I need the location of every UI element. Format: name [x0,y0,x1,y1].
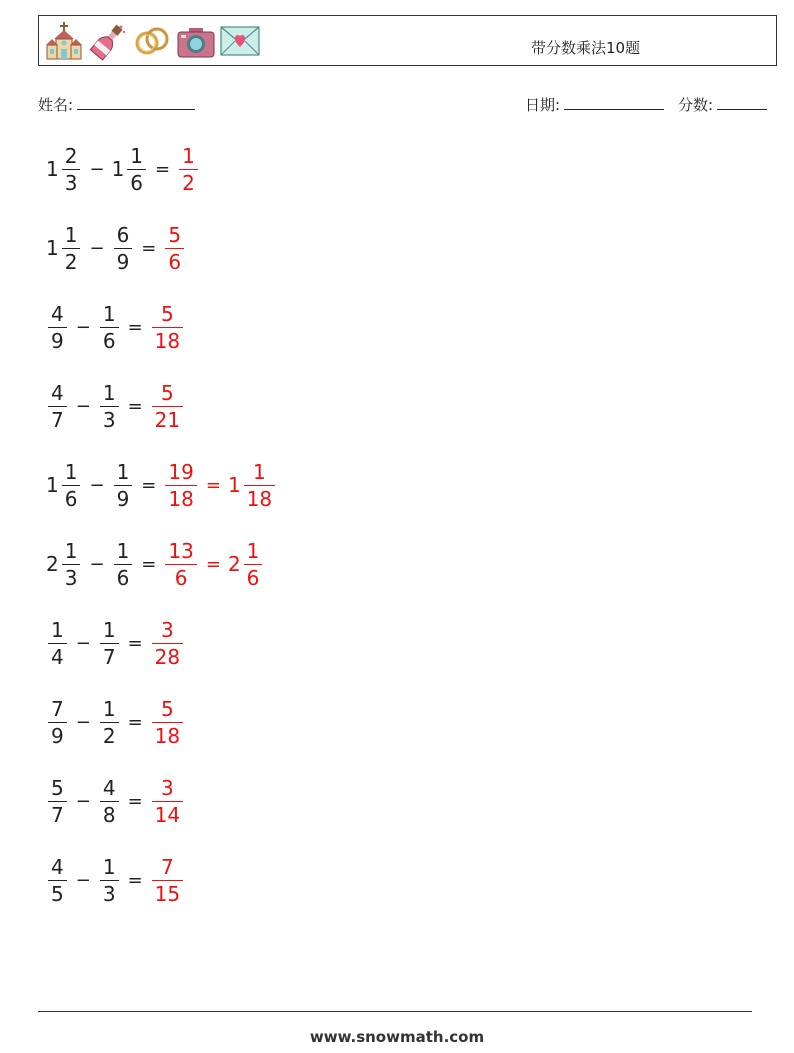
date-label: 日期: [525,96,561,114]
problem-row [46,218,186,278]
answer-fraction [152,617,183,670]
operand-b-fraction [114,538,133,591]
operand-b-numerator: 1 [116,538,130,563]
operand-b-fraction [100,380,119,433]
minus-sign: − [75,869,91,891]
answer-fraction [165,222,184,275]
answer-equals-sign: = [205,553,221,575]
minus-sign: − [89,237,105,259]
operand-b-numerator: 1 [102,380,116,405]
problem-row [46,376,185,436]
love-letter-icon [220,21,260,61]
answer-numerator: 13 [168,538,194,563]
minus-sign: − [89,474,105,496]
answer-mixed-denominator: 6 [246,565,260,590]
operand-a-fraction [48,617,67,670]
operand-a-denominator: 7 [51,407,64,432]
score-blank[interactable] [717,95,767,110]
answer-fraction [152,696,183,749]
header-icons [44,21,260,61]
operand-a-numerator: 1 [64,222,78,247]
camera-icon [176,21,216,61]
date-field [525,94,664,115]
minus-sign: − [75,632,91,654]
equals-sign: = [141,474,157,496]
answer-fraction [152,854,183,907]
operand-a-fraction [62,143,81,196]
operand-b-denominator: 3 [102,881,116,906]
operand-a-whole: 2 [46,552,59,576]
equals-sign: = [127,395,143,417]
operand-a-numerator: 5 [51,775,64,800]
minus-sign: − [75,711,91,733]
operand-b-fraction [100,617,119,670]
answer-fraction [152,775,183,828]
answer-denominator: 21 [154,407,181,432]
minus-sign: − [75,316,91,338]
operand-b-denominator: 8 [102,802,116,827]
operand-b-fraction [114,459,133,512]
operand-a-whole: 1 [46,236,59,260]
name-label: 姓名: [38,96,74,114]
champagne-icon [88,21,128,61]
operand-a-denominator: 9 [51,328,64,353]
operand-a-numerator: 1 [51,617,64,642]
operand-b-denominator: 6 [130,170,144,195]
operand-b-denominator: 6 [102,328,116,353]
answer-numerator: 3 [161,775,174,800]
operand-a-whole: 1 [46,473,59,497]
operand-a-denominator: 9 [51,723,64,748]
operand-a-numerator: 1 [64,459,78,484]
operand-a-numerator: 2 [64,143,78,168]
operand-a-denominator: 3 [64,565,78,590]
answer-denominator: 2 [182,170,195,195]
answer-denominator: 6 [168,249,182,274]
answer-numerator: 5 [161,380,174,405]
operand-a-denominator: 2 [64,249,78,274]
operand-a-numerator: 1 [64,538,78,563]
answer-numerator: 1 [182,143,195,168]
name-field [38,94,195,115]
answer [163,222,186,275]
equals-sign: = [127,632,143,654]
worksheet-header [38,15,777,66]
problem-row [46,850,185,910]
operand-b-numerator: 1 [130,143,144,168]
equals-sign: = [155,158,171,180]
answer-fraction [152,301,183,354]
answer-numerator: 7 [161,854,174,879]
answer-denominator: 14 [154,802,181,827]
operand-b-denominator: 2 [102,723,116,748]
answer-mixed-denominator: 18 [246,486,273,511]
answer-numerator: 19 [168,459,194,484]
date-blank[interactable] [564,95,664,110]
answer-denominator: 6 [174,565,188,590]
answer-fraction [179,143,198,196]
problem-row [46,534,264,594]
operand-a-fraction [48,301,67,354]
answer-numerator: 5 [161,301,174,326]
answer-mixed-whole: 2 [227,552,241,576]
operand-b-numerator: 1 [102,696,116,721]
answer-mixed-fraction [244,459,275,512]
operand-b-numerator: 1 [102,301,116,326]
answer-numerator: 5 [161,696,174,721]
answer-denominator: 28 [154,644,181,669]
church-icon [44,21,84,61]
answer [150,775,185,828]
operand-a-fraction [48,380,67,433]
operand-a-denominator: 3 [64,170,78,195]
operand-b-numerator: 1 [102,854,116,879]
equals-sign: = [141,553,157,575]
operand-a-fraction [62,459,81,512]
answer [150,380,185,433]
rings-icon [132,21,172,61]
answer-mixed-numerator: 1 [246,538,260,563]
answer-equals-sign: = [205,474,221,496]
operand-b-fraction [100,301,119,354]
operand-a-numerator: 7 [51,696,64,721]
operand-a-fraction [48,854,67,907]
answer-fraction [165,538,196,591]
minus-sign: − [75,395,91,417]
answer [163,538,264,591]
answer-mixed-fraction [244,538,263,591]
operand-b-fraction [127,143,146,196]
operand-a-fraction [62,222,81,275]
answer [150,854,185,907]
answer-denominator: 18 [154,328,181,353]
problem-row [46,139,200,199]
score-label: 分数: [678,96,714,114]
operand-a-fraction [62,538,81,591]
operand-b-whole: 1 [111,157,125,181]
operand-a-fraction [48,696,67,749]
answer-mixed-whole: 1 [227,473,241,497]
operand-a-numerator: 4 [51,380,64,405]
equals-sign: = [127,790,143,812]
answer-denominator: 15 [154,881,181,906]
operand-a-denominator: 7 [51,802,64,827]
footer-divider [38,1011,752,1012]
equals-sign: = [127,869,143,891]
minus-sign: − [75,790,91,812]
answer-denominator: 18 [154,723,181,748]
equals-sign: = [127,711,143,733]
minus-sign: − [89,158,105,180]
operand-b-numerator: 6 [116,222,130,247]
operand-a-denominator: 4 [51,644,64,669]
operand-a-whole: 1 [46,157,59,181]
answer-mixed-numerator: 1 [253,459,266,484]
operand-a-numerator: 4 [51,854,64,879]
operand-b-denominator: 9 [116,249,130,274]
answer [150,696,185,749]
name-blank[interactable] [77,95,195,110]
operand-b-denominator: 9 [116,486,130,511]
problem-row [46,771,185,831]
operand-b-denominator: 3 [102,407,116,432]
operand-b-numerator: 4 [102,775,116,800]
answer-denominator: 18 [168,486,194,511]
answer-numerator: 3 [161,617,174,642]
operand-b-fraction [100,696,119,749]
operand-a-numerator: 4 [51,301,64,326]
problem-row [46,455,277,515]
operand-b-fraction [100,775,119,828]
problem-row [46,613,185,673]
answer [163,459,277,512]
operand-b-numerator: 1 [102,617,116,642]
answer-fraction [165,459,196,512]
operand-b-numerator: 1 [116,459,130,484]
operand-b-fraction [114,222,133,275]
score-field [678,94,767,115]
operand-b-denominator: 7 [102,644,116,669]
answer-numerator: 5 [168,222,182,247]
minus-sign: − [89,553,105,575]
answer [150,617,185,670]
problem-row [46,297,185,357]
operand-b-fraction [100,854,119,907]
problem-row [46,692,185,752]
operand-a-denominator: 5 [51,881,64,906]
footer-url: www.snowmath.com [309,1028,485,1046]
equals-sign: = [127,316,143,338]
operand-a-fraction [48,775,67,828]
equals-sign: = [141,237,157,259]
answer [150,301,185,354]
answer-fraction [152,380,183,433]
operand-b-denominator: 6 [116,565,130,590]
worksheet-title: 带分数乘法10题 [531,39,641,57]
answer [177,143,200,196]
operand-a-denominator: 6 [64,486,78,511]
